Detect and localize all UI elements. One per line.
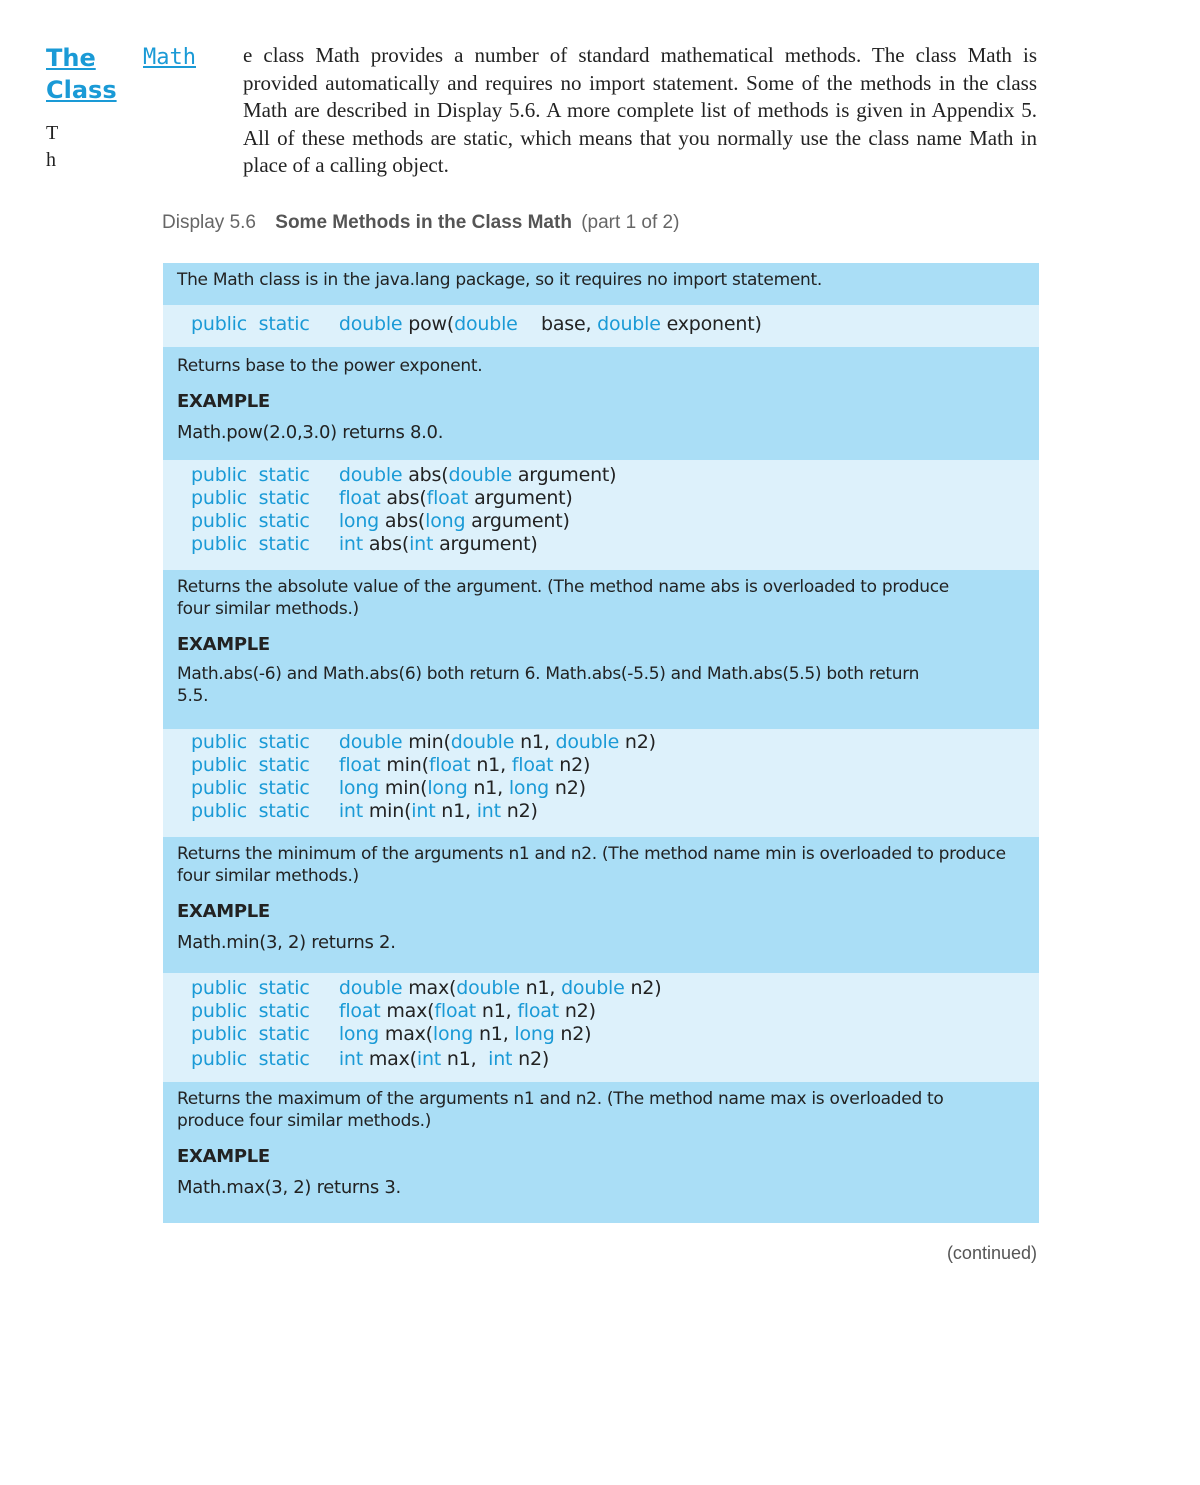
- min-description: Returns the minimum of the arguments n1 and n2. (The method name min is overloaded to produce four similar methods.): [177, 844, 1006, 886]
- pow-signature-block: [163, 305, 1039, 347]
- max-description: Returns the maximum of the arguments n1 and n2. (The method name max is overloaded to produce four similar methods.): [177, 1089, 944, 1131]
- pow-example: Math.pow(2.0,3.0) returns 8.0.: [177, 422, 444, 443]
- min-signature: public static int min(int n1, int n2): [191, 800, 538, 822]
- table-header-note: [163, 263, 1039, 305]
- intro-paragraph: e class Math provides a number of standard mathematical methods. The class Math is provided automatically and requires no import statement. Some of the methods in the class Math are described in Display 5.6. A more complete list of methods is given in Appendix 5. All of these methods are static, which means that you normally use the class name Math in place of a calling object.: [243, 43, 1037, 177]
- abs-description-block: [163, 570, 1039, 729]
- max-signature: public static double max(double n1, double n2): [191, 977, 662, 999]
- display-title: Some Methods in the Class Math: [275, 212, 572, 233]
- abs-example: Math.abs(-6) and Math.abs(6) both return 6. Math.abs(-5.5) and Math.abs(5.5) both return 5.5.: [177, 664, 920, 706]
- section-heading: [46, 42, 196, 106]
- heading-word-the: The: [46, 44, 96, 72]
- continued-label: (continued): [946, 1243, 1037, 1263]
- max-example: Math.max(3, 2) returns 3.: [177, 1177, 401, 1198]
- max-signature: public static int max(int n1, int n2): [191, 1048, 550, 1070]
- min-signature: public static long min(long n1, long n2): [191, 777, 586, 799]
- abs-signature: public static long abs(long argument): [191, 510, 570, 532]
- min-signature: public static float min(float n1, float n2): [191, 754, 591, 776]
- abs-signature-block: [163, 460, 1039, 570]
- abs-example-label: EXAMPLE: [177, 634, 270, 655]
- header-note-text: The Math class is in the java.lang package, so it requires no import statement.: [177, 270, 822, 290]
- max-signature: public static long max(long n1, long n2): [191, 1023, 592, 1045]
- abs-signature: public static float abs(float argument): [191, 487, 573, 509]
- heading-word-math: Math: [143, 45, 196, 70]
- min-signature: public static double min(double n1, double n2): [191, 731, 656, 753]
- display-caption: [162, 212, 679, 234]
- min-example-label: EXAMPLE: [177, 901, 270, 922]
- min-example: Math.min(3, 2) returns 2.: [177, 932, 396, 953]
- max-signature-block: [163, 973, 1039, 1082]
- pow-signature: public static double pow(double base, double exponent): [191, 313, 762, 335]
- max-example-label: EXAMPLE: [177, 1146, 270, 1167]
- pow-description: Returns base to the power exponent.: [177, 356, 483, 376]
- drop-cap-h: h: [46, 149, 56, 171]
- abs-signature: public static int abs(int argument): [191, 533, 538, 555]
- min-signature-block: [163, 729, 1039, 837]
- abs-signature: public static double abs(double argument): [191, 464, 617, 486]
- methods-table: [163, 263, 1039, 1223]
- display-label: Display 5.6: [162, 212, 256, 233]
- display-part: (part 1 of 2): [581, 212, 680, 233]
- max-signature: public static float max(float n1, float n2): [191, 1000, 596, 1022]
- abs-description: Returns the absolute value of the argument. (The method name abs is overloaded to produce four similar methods.): [177, 577, 949, 619]
- max-description-block: [163, 1082, 1039, 1223]
- drop-cap-t: T: [46, 122, 59, 144]
- heading-word-class: Class: [46, 76, 117, 104]
- pow-example-label: EXAMPLE: [177, 391, 270, 412]
- min-description-block: [163, 837, 1039, 973]
- drop-cap: [46, 120, 58, 174]
- pow-description-block: [163, 347, 1039, 460]
